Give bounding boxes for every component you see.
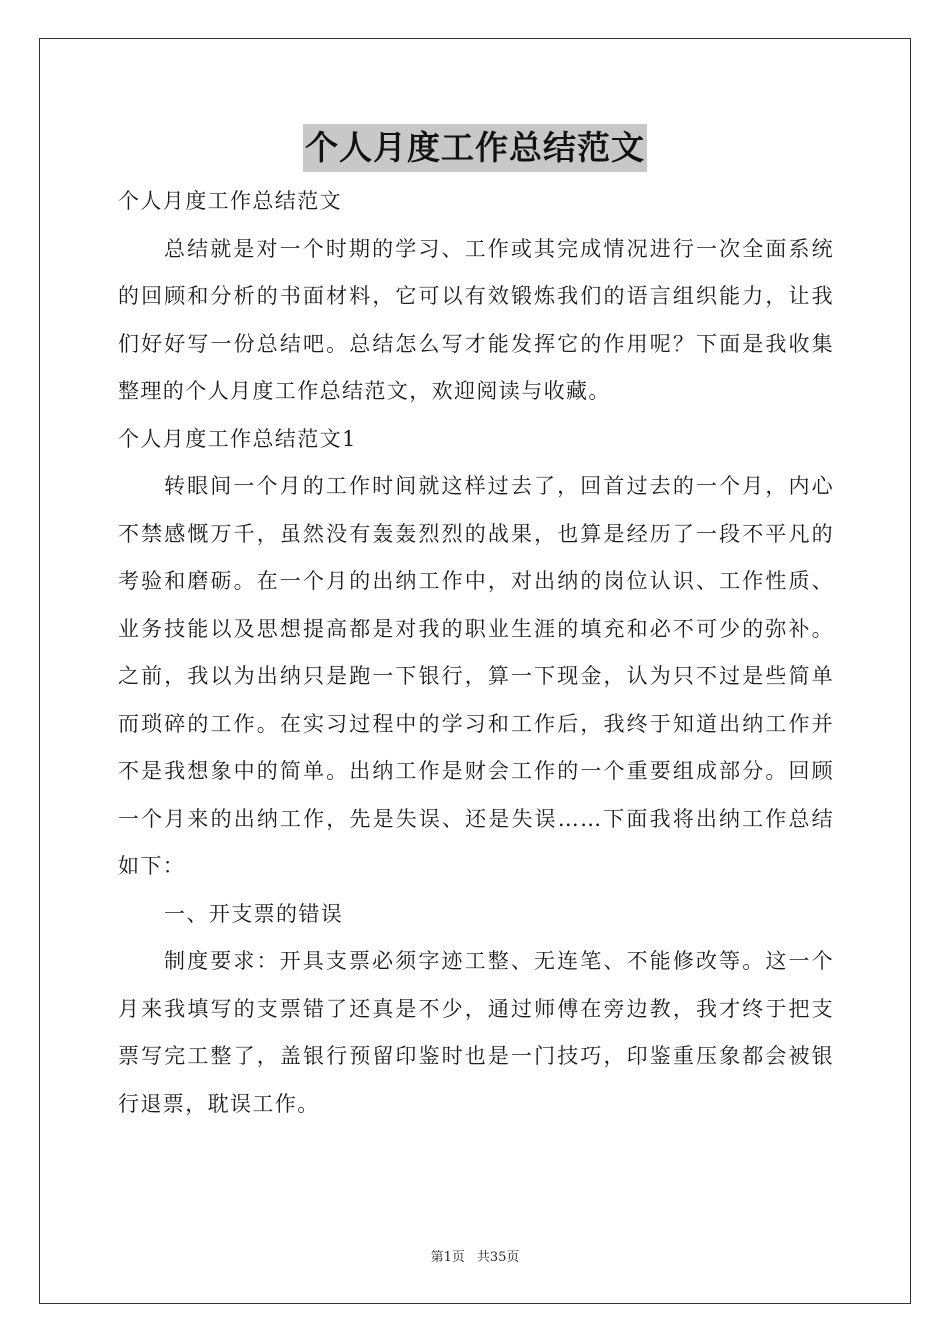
title-container: [0, 124, 950, 172]
page-footer: [0, 1246, 950, 1265]
page-number: 第1页: [430, 1250, 465, 1265]
paragraph-intro: 总结就是对一个时期的学习、工作或其完成情况进行一次全面系统的回顾和分析的书面材料，它可以有效锻炼我们的语言组织能力，让我们好好写一份总结吧。总结怎么写才能发挥它的作用呢？下面是我收集整理的个人月度工作总结范文，欢迎阅读与收藏。: [118, 236, 834, 403]
paragraph-subheading: 一、开支票的错误: [164, 901, 344, 926]
paragraph-body: 制度要求：开具支票必须字迹工整、无连笔、不能修改等。这一个月来我填写的支票错了还真是不少，通过师傅在旁边教，我才终于把支票写完工整了，盖银行预留印鉴时也是一门技巧，印鉴重压象都会被银行退票，耽误工作。: [118, 949, 834, 1116]
paragraph-subtitle: 个人月度工作总结范文: [118, 189, 342, 213]
document-body: [118, 178, 834, 1128]
document-title: 个人月度工作总结范文: [303, 124, 647, 172]
page-total: 共35页: [476, 1250, 520, 1265]
paragraph-body: 转眼间一个月的工作时间就这样过去了，回首过去的一个月，内心不禁感慨万千，虽然没有轰轰烈烈的战果，也算是经历了一段不平凡的考验和磨砺。在一个月的出纳工作中，对出纳的岗位认识、工作性质、业务技能以及思想提高都是对我的职业生涯的填充和必不可少的弥补。之前，我以为出纳只是跑一下银行，算一下现金，认为只不过是些简单而琐碎的工作。在实习过程中的学习和工作后，我终于知道出纳工作并不是我想象中的简单。出纳工作是财会工作的一个重要组成部分。回顾一个月来的出纳工作，先是失误、还是失误……下面我将出纳工作总结如下：: [118, 474, 834, 878]
paragraph-section-heading: 个人月度工作总结范文1: [118, 426, 357, 451]
